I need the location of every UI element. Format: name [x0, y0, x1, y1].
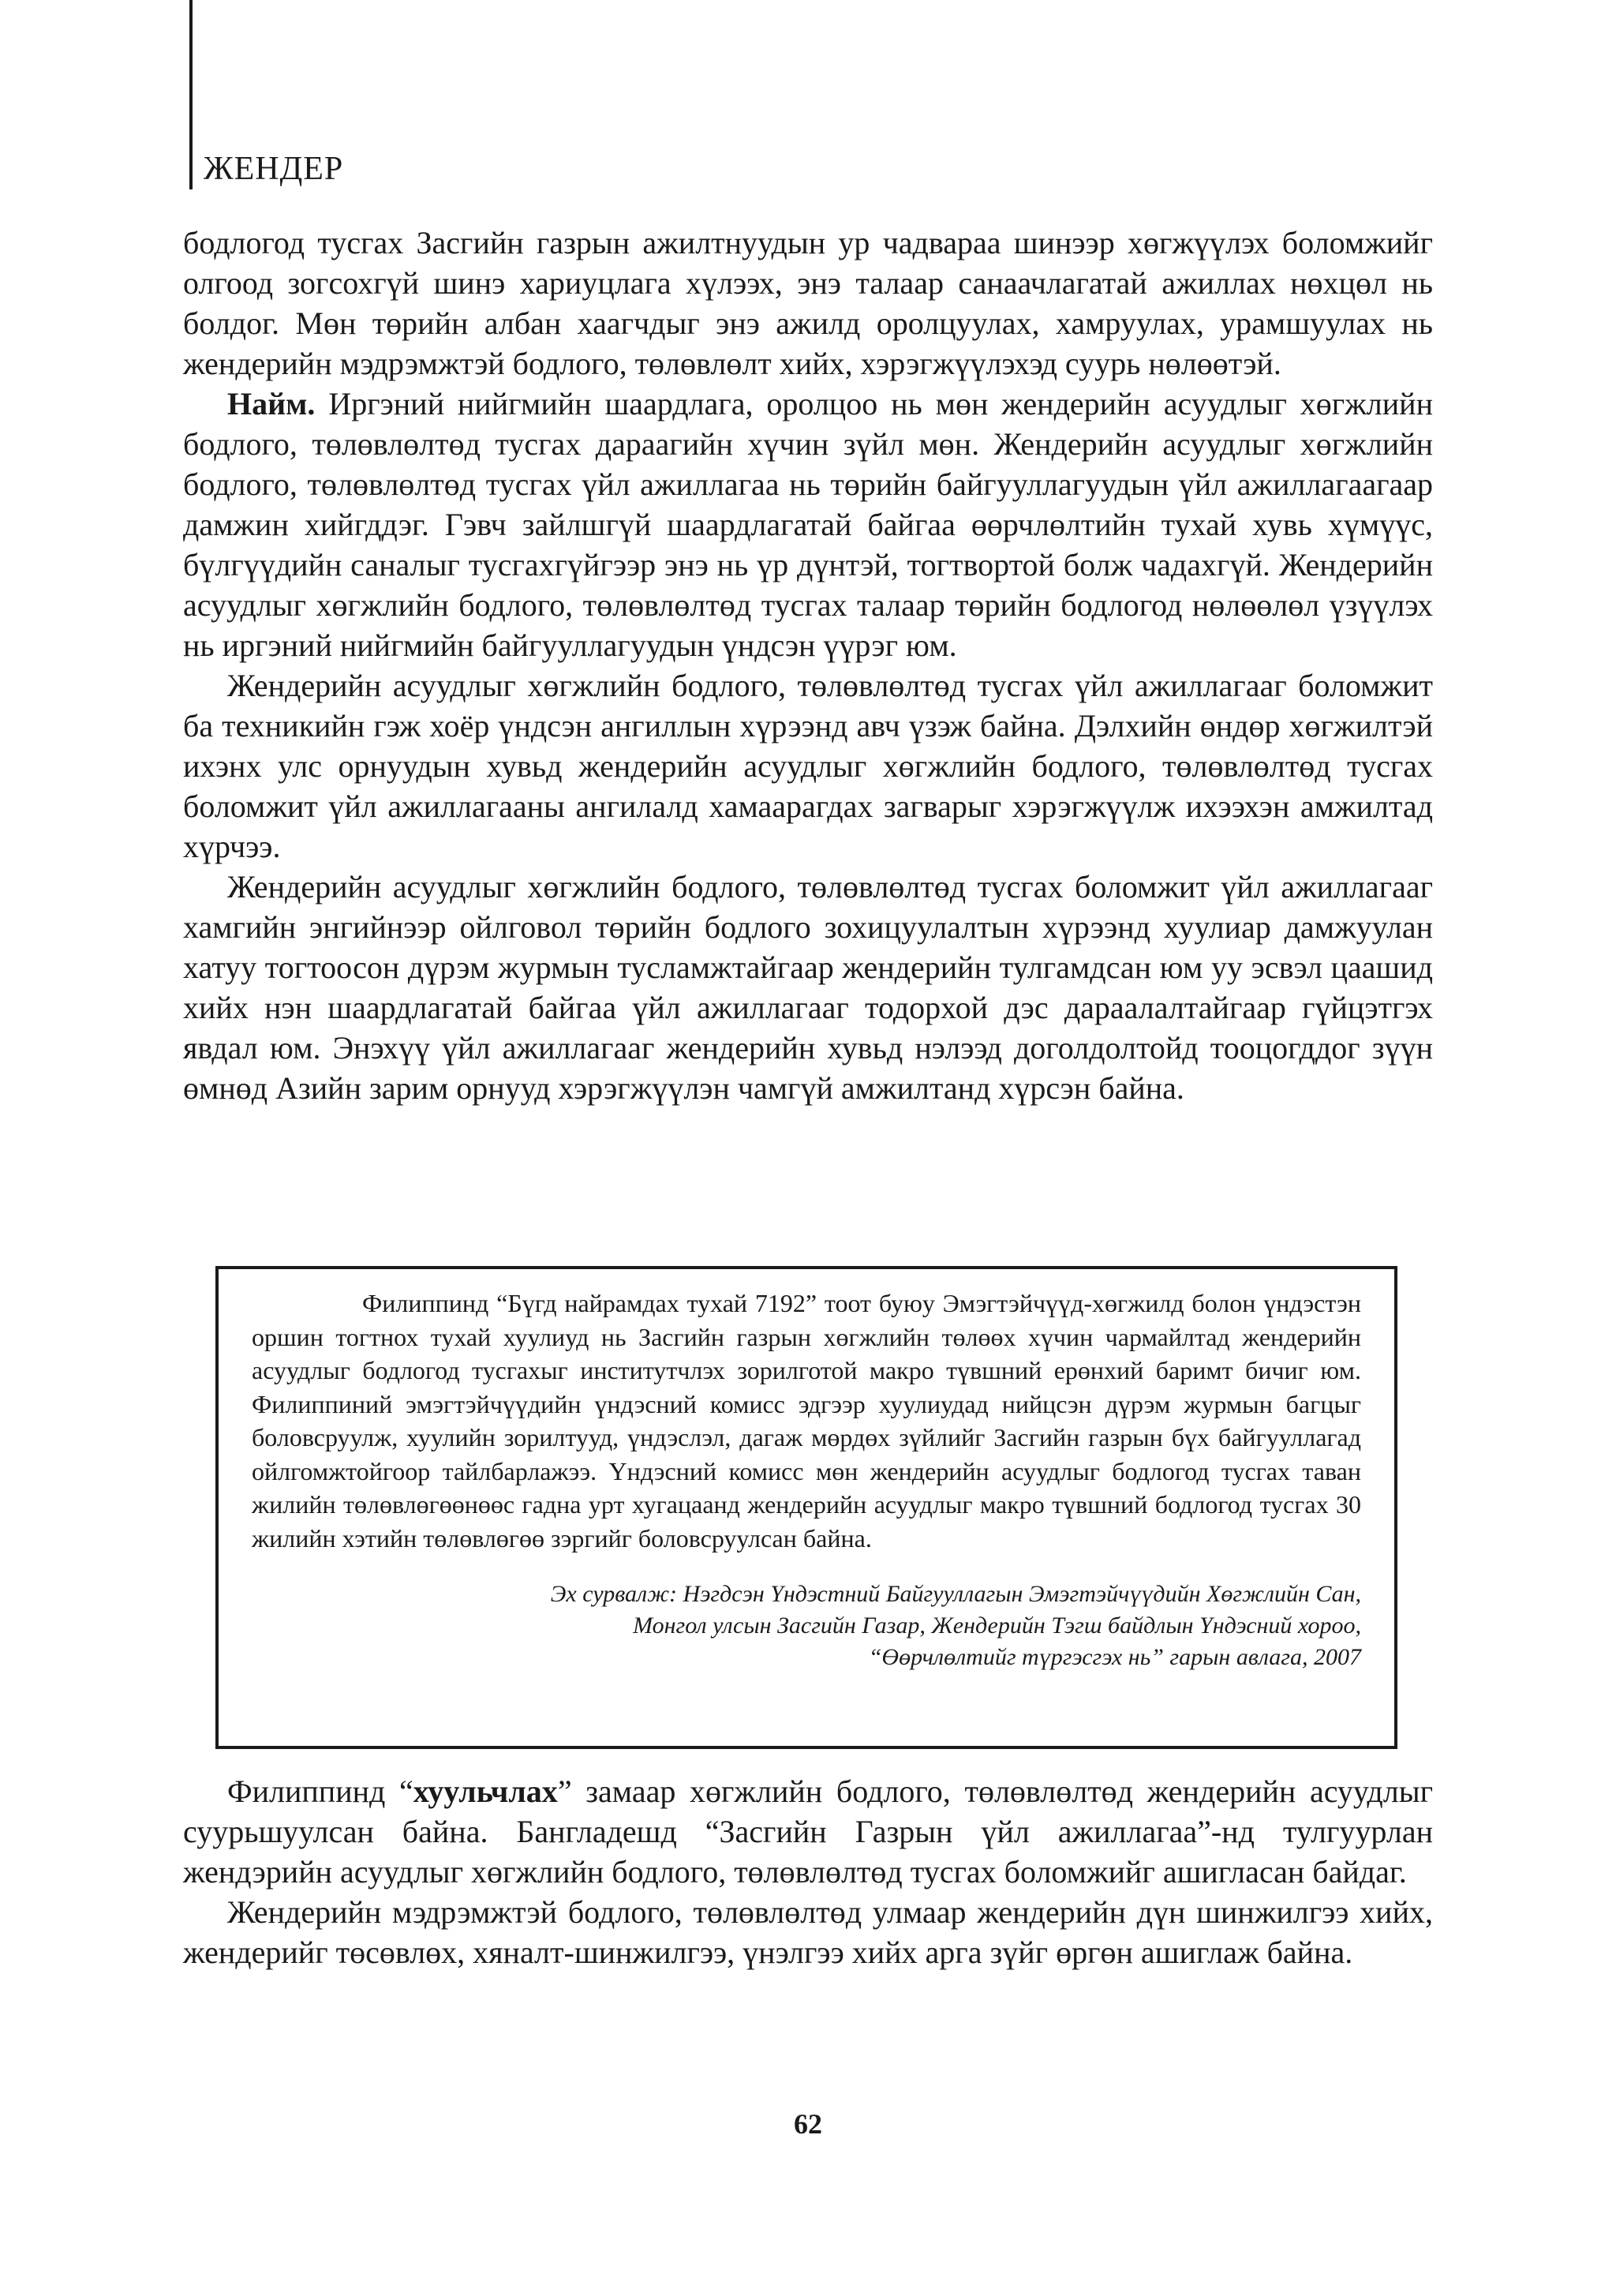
- paragraph-5-bold: хуульчлах: [413, 1774, 558, 1809]
- source-line-1: Эх сурвалж: Нэгдсэн Үндэстний Байгууллагын Эмэгтэйчүүдийн Хөгжлийн Сан,: [550, 1581, 1361, 1607]
- main-body: [183, 223, 1433, 1108]
- source-citation: [252, 1579, 1361, 1673]
- paragraph-3: Жендерийн асуудлыг хөгжлийн бодлого, төлөвлөлтөд тусгах үйл ажиллагааг боломжит ба техникийн гэж хоёр үндсэн ангиллын хүрээнд авч үзэж байна. Дэлхийн өндөр хөгжилтэй ихэнх улс орнуудын хувьд жендерийн асуудлыг хөгжлийн бодлого, төлөвлөлтөд тусгах боломжит үйл ажиллагааны ангилалд хамаарагдах загварыг хэрэгжүүлж ихээхэн амжилтад хүрчээ.: [183, 668, 1433, 864]
- paragraph-lead-word: Найм.: [227, 386, 316, 421]
- paragraph-5: [183, 1771, 1433, 1892]
- paragraph-intro: бодлогод тусгах Засгийн газрын ажилтнуудын ур чадвараа шинээр хөгжүүлэх боломжийг олгоод зогсохгүй шинэ хариуцлага хүлээх, энэ талаар санаачлагатай ажиллах нөхцөл нь болдог. Мөн төрийн албан хаагчдыг энэ ажилд оролцуулах, хамруулах, урамшуулах нь жендерийн мэдрэмжтэй бодлого, төлөвлөлт хийх, хэрэгжүүлэхэд суурь нөлөөтэй.: [183, 225, 1433, 381]
- source-line-2: Монгол улсын Засгийн Газар, Жендерийн Тэгш байдлын Үндэсний хороо,: [633, 1612, 1361, 1639]
- source-line-3: “Өөрчлөлтийг түргэсгэх нь” гарын авлага, 2007: [868, 1644, 1361, 1670]
- paragraph-5-suffix: ” замаар хөгжлийн бодлого, төлөвлөлтөд жендерийн асуудлыг суурьшуулсан байна. Бангладешд “Засгийн Газрын үйл ажиллагаа”-нд тулгуурлан жендэрийн асуудлыг хөгжлийн бодлого, төлөвлөлтөд тусгах боломжийг ашигласан байдаг.: [183, 1774, 1434, 1890]
- paragraph-6: Жендерийн мэдрэмжтэй бодлого, төлөвлөлтөд улмаар жендерийн дүн шинжилгээ хийх, жендерийг төсөвлөх, хяналт-шинжилгээ, үнэлгээ хийх арга зүйг өргөн ашиглаж байна.: [183, 1894, 1433, 1970]
- paragraph-4: Жендерийн асуудлыг хөгжлийн бодлого, төлөвлөлтөд тусгах боломжит үйл ажиллагааг хамгийн энгийнээр ойлговол төрийн бодлого зохицуулалтын хүрээнд хуулиар дамжуулан хатуу тогтоосон дүрэм журмын тусламжтайгаар жендерийн тулгамдсан юм уу эсвэл цаашид хийх нэн шаардлагатай байгаа үйл ажиллагааг тодорхой дэс дараалалтайгаар гүйцэтгэх явдал юм. Энэхүү үйл ажиллагааг жендерийн хувьд нэлээд доголдолтойд тооцогддог зүүн өмнөд Азийн зарим орнууд хэрэгжүүлэн чамгүй амжилтанд хүрсэн байна.: [183, 869, 1433, 1106]
- case-study-text: Филиппинд “Бүгд найрамдах тухай 7192” тоот буюу Эмэгтэйчүүд-хөгжилд болон үндэстэн оршин тогтнох тухай хуулиуд нь Засгийн газрын хөгжлийн төлөөх хүчин чармайлтад жендерийн асуудлыг бодлогод тусгахыг институтчлэх зорилготой макро түвшний ерөнхий баримт бичиг юм. Филиппиний эмэгтэйчүүдийн үндэсний комисс эдгээр хуулиудад нийцсэн дүрэм журмын багцыг боловсруулж, хуулийн зорилтууд, үндэслэл, дагаж мөрдөх зүйлийг Засгийн газрын бүх байгууллагад ойлгомжтойгоор тайлбарлажээ. Үндэсний комисс мөн жендерийн асуудлыг бодлогод тусгах таван жилийн төлөвлөгөөнөөс гадна урт хугацаанд жендерийн асуудлыг макро түвшний бодлогод тусгах 30 жилийн хэтийн төлөвлөгөө зэргийг боловсруулсан байна.: [252, 1289, 1361, 1553]
- page-number: 62: [794, 2108, 822, 2140]
- paragraph-naim: [183, 384, 1433, 665]
- paragraph-naim-text: Иргэний нийгмийн шаардлага, оролцоо нь мөн жендерийн асуудлыг хөгжлийн бодлого, төлөвлөлтөд тусгах дараагийн хүчин зүйл мөн. Жендерийн асуудлыг хөгжлийн бодлого, төлөвлөлтөд тусгах үйл ажиллагаа нь төрийн байгууллагуудын үйл ажиллагаагаар дамжин хийгддэг. Гэвч зайлшгүй шаардлагатай байгаа өөрчлөлтийн тухай хувь хүмүүс, бүлгүүдийн саналыг тусгахгүйгээр энэ нь үр дүнтэй, тогтвортой болж чадахгүй. Жендерийн асуудлыг хөгжлийн бодлого, төлөвлөлтөд тусгах талаар төрийн бодлогод нөлөөлөл үзүүлэх нь иргэний нийгмийн байгууллагуудын үндсэн үүрэг юм.: [183, 386, 1433, 663]
- running-header: ЖЕНДЕР: [204, 151, 344, 187]
- header-vertical-rule: [189, 0, 193, 189]
- case-study-box: [215, 1266, 1397, 1749]
- paragraph-5-prefix: Филиппинд “: [227, 1774, 413, 1809]
- body-after-box: [183, 1771, 1433, 1972]
